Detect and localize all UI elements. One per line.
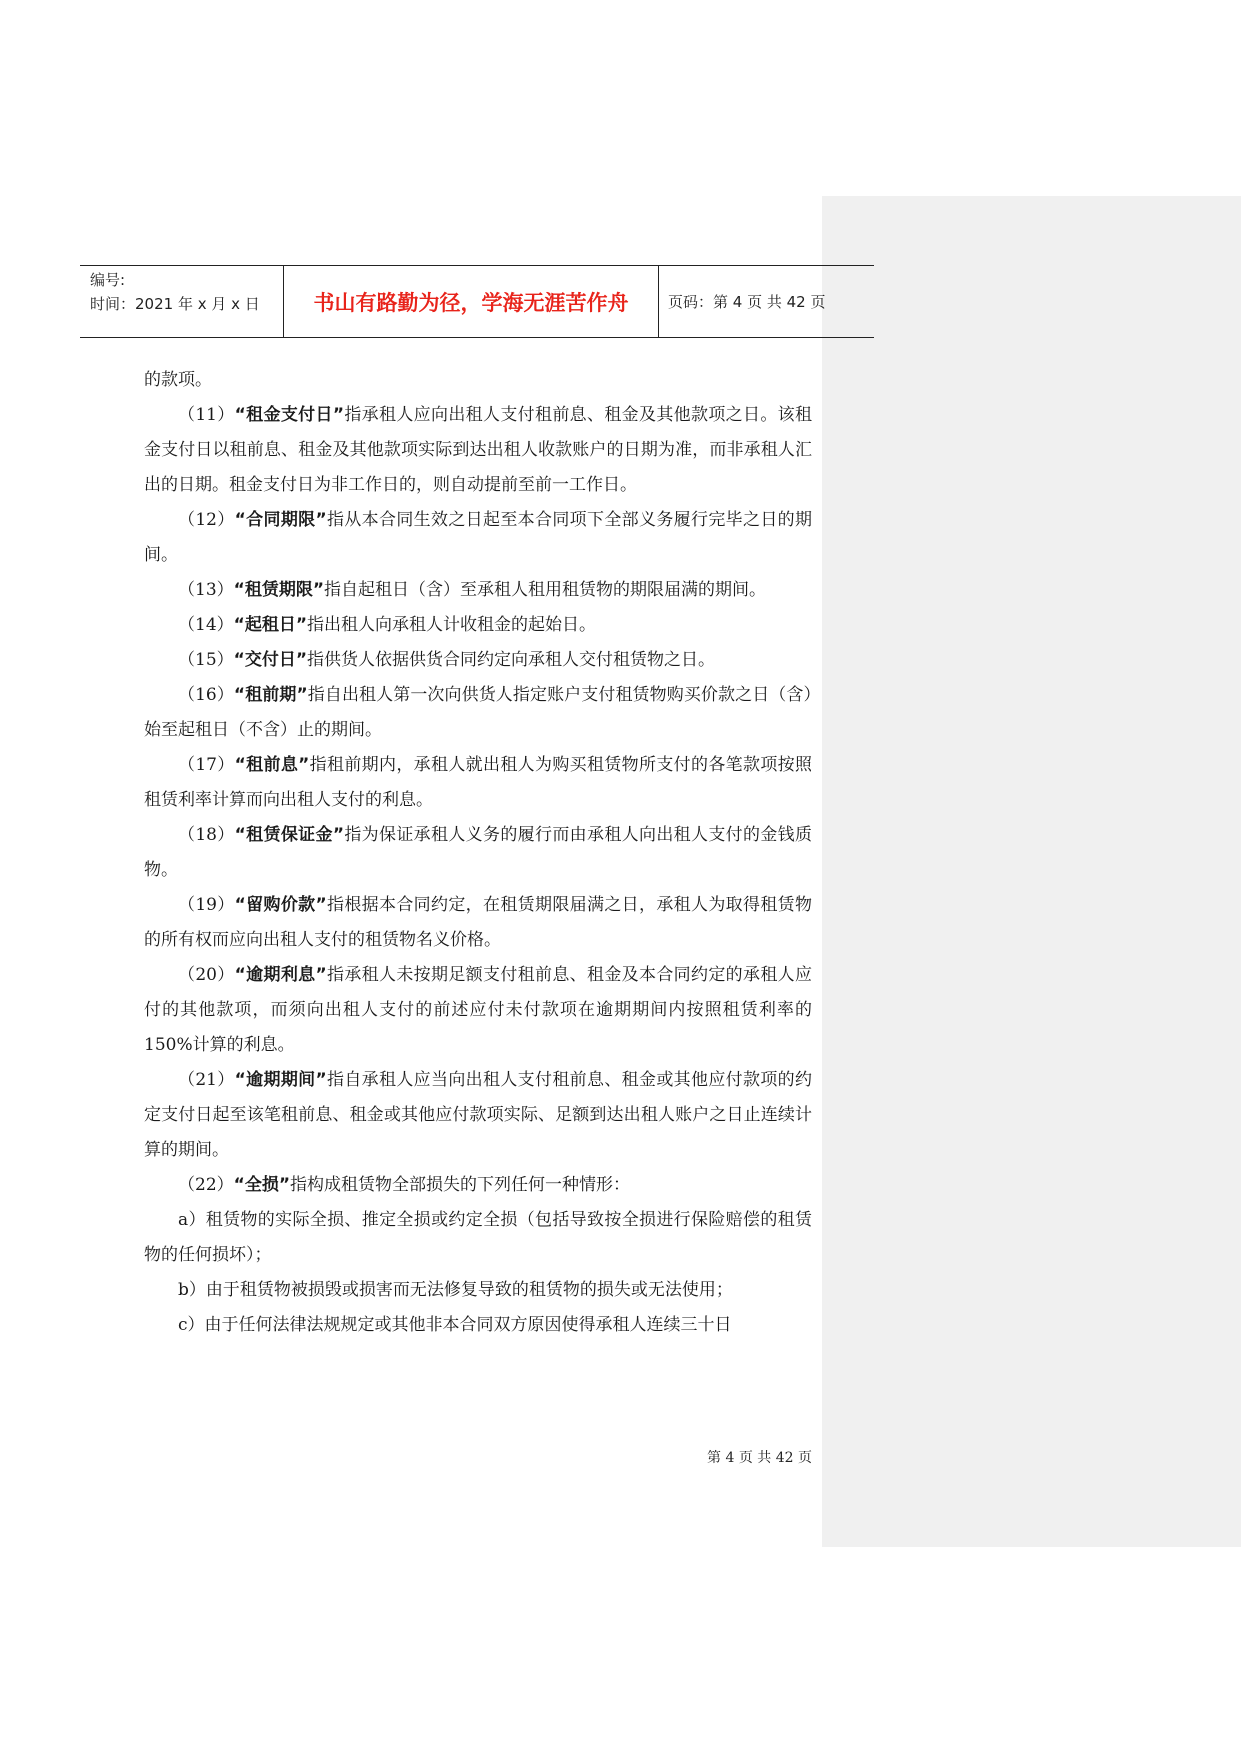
clause-number: （13）: [178, 580, 234, 600]
paragraph: [144, 888, 812, 958]
defined-term: “租赁期限”: [233, 580, 324, 600]
paragraph: [144, 573, 812, 608]
paragraph: [144, 958, 812, 1063]
clause-number: （16）: [178, 685, 234, 705]
paragraph: [144, 1168, 812, 1203]
header-motto: 书山有路勤为径，学海无涯苦作舟: [313, 290, 629, 315]
paragraph-text: 指为保证承租人义务的履行而由承租人向出租人支付的金钱质物。: [144, 825, 812, 880]
clause-number: （14）: [178, 615, 234, 635]
defined-term: “逾期利息”: [234, 965, 327, 985]
clause-number: （19）: [178, 895, 235, 915]
defined-term: “全损”: [233, 1175, 290, 1195]
paragraph-text: 指自承租人应当向出租人支付租前息、租金或其他应付款项的约定支付日起至该笔租前息、租金或其他应付款项实际、足额到达出租人账户之日止连续计算的期间。: [144, 1070, 812, 1160]
page-header: [80, 265, 874, 338]
header-divider: [658, 266, 659, 337]
clause-number: （18）: [178, 825, 235, 845]
clause-number: （22）: [178, 1175, 234, 1195]
paragraph-text: 的款项。: [144, 370, 212, 390]
paragraph-text: 指供货人依据供货合同约定向承租人交付租赁物之日。: [307, 650, 715, 670]
paragraph: [144, 643, 812, 678]
clause-number: （21）: [178, 1070, 235, 1090]
paragraph: [144, 363, 812, 398]
clause-number: （20）: [178, 965, 235, 985]
paragraph-text: a）租赁物的实际全损、推定全损或约定全损（包括导致按全损进行保险赔偿的租赁物的任何损坏）；: [144, 1210, 812, 1265]
defined-term: “租赁保证金”: [234, 825, 344, 845]
defined-term: “租金支付日”: [234, 405, 344, 425]
comment-pane: [822, 196, 1241, 1547]
paragraph-text: 指租前期内，承租人就出租人为购买租赁物所支付的各笔款项按照租赁利率计算而向出租人支付的利息。: [144, 755, 812, 810]
paragraph: [144, 748, 812, 818]
document-number-label: 编号:: [90, 271, 126, 289]
paragraph: [144, 608, 812, 643]
paragraph-text: 指出租人向承租人计收租金的起始日。: [307, 615, 596, 635]
paragraph: [144, 1308, 812, 1343]
defined-term: “起租日”: [233, 615, 307, 635]
paragraph-text: 指自出租人第一次向供货人指定账户支付租赁物购买价款之日（含）始至起租日（不含）止的期间。: [144, 685, 812, 740]
paragraph-text: 指承租人应向出租人支付租前息、租金及其他款项之日。该租金支付日以租前息、租金及其他款项实际到达出租人收款账户的日期为准，而非承租人汇出的日期。租金支付日为非工作日的，则自动提前至前一工作日。: [144, 405, 812, 495]
defined-term: “合同期限”: [234, 510, 327, 530]
defined-term: “逾期期间”: [234, 1070, 327, 1090]
clause-number: （17）: [178, 755, 235, 775]
defined-term: “留购价款”: [234, 895, 327, 915]
paragraph-text: 指根据本合同约定，在租赁期限届满之日，承租人为取得租赁物的所有权而应向出租人支付的租赁物名义价格。: [144, 895, 812, 950]
defined-term: “租前息”: [234, 755, 310, 775]
paragraph: [144, 1273, 812, 1308]
clause-number: （11）: [178, 405, 235, 425]
paragraph: [144, 818, 812, 888]
clause-number: （15）: [178, 650, 234, 670]
clause-number: （12）: [178, 510, 235, 530]
paragraph: [144, 1063, 812, 1168]
paragraph-text: 指承租人未按期足额支付租前息、租金及本合同约定的承租人应付的其他款项，而须向出租人支付的前述应付未付款项在逾期期间内按照租赁利率的150%计算的利息。: [144, 965, 812, 1055]
paragraph-text: b）由于租赁物被损毁或损害而无法修复导致的租赁物的损失或无法使用；: [178, 1280, 733, 1300]
paragraph-text: 指自起租日（含）至承租人租用租赁物的期限届满的期间。: [324, 580, 766, 600]
document-body: [144, 363, 812, 1343]
document-date-label: 时间：2021 年 x 月 x 日: [90, 295, 260, 313]
header-page-info: 页码：第 4 页 共 42 页: [668, 293, 826, 311]
defined-term: “租前期”: [233, 685, 308, 705]
paragraph-text: c）由于任何法律法规规定或其他非本合同双方原因使得承租人连续三十日: [178, 1315, 732, 1335]
paragraph: [144, 1203, 812, 1273]
paragraph: [144, 678, 812, 748]
paragraph-text: 指构成租赁物全部损失的下列任何一种情形：: [290, 1175, 630, 1195]
page-footer: 第 4 页 共 42 页: [707, 1450, 812, 1466]
paragraph: [144, 398, 812, 503]
paragraph: [144, 503, 812, 573]
defined-term: “交付日”: [233, 650, 307, 670]
paragraph-text: 指从本合同生效之日起至本合同项下全部义务履行完毕之日的期间。: [144, 510, 812, 565]
